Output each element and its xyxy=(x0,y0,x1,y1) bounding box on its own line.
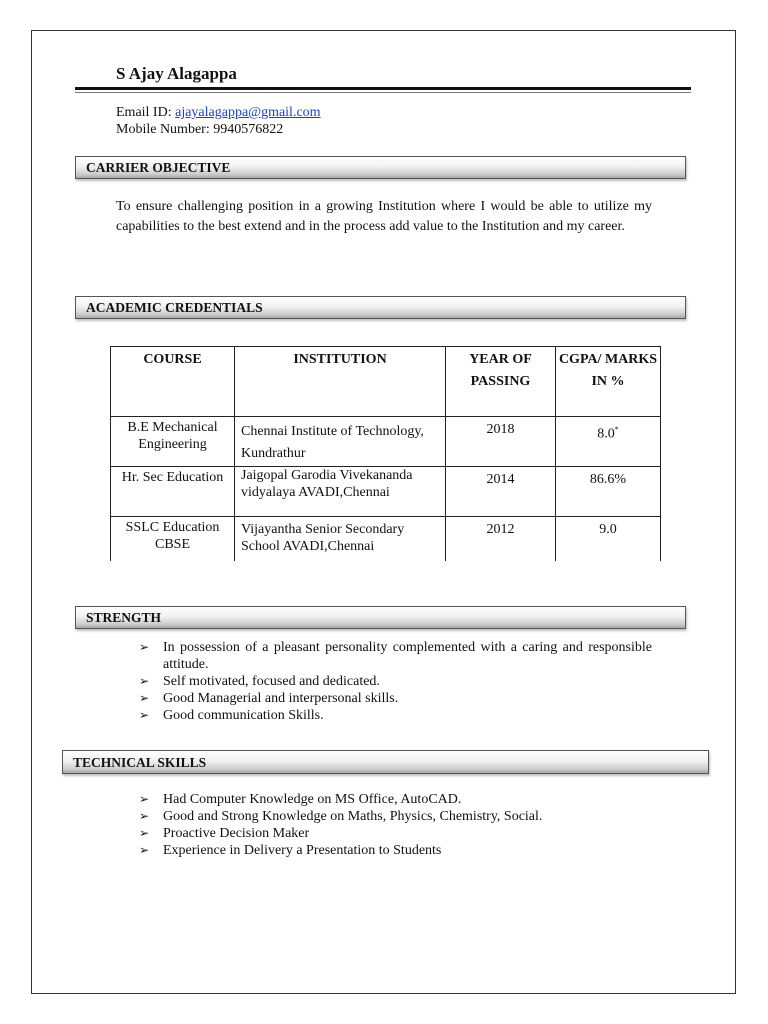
year-cell: 2012 xyxy=(446,517,556,561)
column-header-course: COURSE xyxy=(111,347,235,417)
list-item-text: Good communication Skills. xyxy=(163,708,324,723)
list-item xyxy=(139,707,652,724)
name-divider xyxy=(75,87,691,90)
name-divider-thin xyxy=(75,92,691,93)
score-cell: 86.6% xyxy=(556,467,661,517)
year-cell: 2018 xyxy=(446,417,556,467)
mobile-label: Mobile Number: xyxy=(116,122,210,137)
list-item xyxy=(139,791,652,808)
column-header-score: CGPA/ MARKS IN % xyxy=(556,347,661,417)
list-item-text: Had Computer Knowledge on MS Office, AutoCAD. xyxy=(163,792,462,807)
email-line xyxy=(116,104,321,121)
email-link[interactable]: ajayalagappa@gmail.com xyxy=(175,105,321,120)
year-cell: 2014 xyxy=(446,467,556,517)
strength-heading: STRENGTH xyxy=(75,606,686,629)
list-item xyxy=(139,808,652,825)
arrowhead-right-icon: ➢ xyxy=(139,843,150,857)
arrowhead-right-icon: ➢ xyxy=(139,809,150,823)
score-footnote-mark: * xyxy=(614,425,619,434)
list-item-text: Good and Strong Knowledge on Maths, Physics, Chemistry, Social. xyxy=(163,809,543,824)
email-label: Email ID: xyxy=(116,105,172,120)
column-header-year: YEAR OF PASSING xyxy=(446,347,556,417)
list-item xyxy=(139,842,652,859)
objective-text: To ensure challenging position in a growing Institution where I would be able to utilize my capabilities to the best extend and in the process add value to the Institution and my career. xyxy=(116,199,652,234)
candidate-name: S Ajay Alagappa xyxy=(116,64,237,83)
table-row xyxy=(111,467,661,517)
table-header-row xyxy=(111,347,661,417)
institution-cell: Vijayantha Senior Secondary School AVADI,Chennai xyxy=(235,517,446,561)
table-row xyxy=(111,517,661,561)
score-value: 8.0 xyxy=(597,426,615,442)
list-item xyxy=(139,673,652,690)
list-item xyxy=(139,690,652,707)
list-item xyxy=(139,825,652,842)
list-item-text: In possession of a pleasant personality complemented with a caring and responsible attitude. xyxy=(163,640,652,672)
course-cell: Hr. Sec Education xyxy=(111,467,235,517)
objective-heading: CARRIER OBJECTIVE xyxy=(75,156,686,179)
course-cell: B.E Mechanical Engineering xyxy=(111,417,235,467)
list-item-text: Proactive Decision Maker xyxy=(163,826,310,841)
institution-cell: Jaigopal Garodia Vivekananda vidyalaya AVADI,Chennai xyxy=(235,467,446,517)
list-item-text: Experience in Delivery a Presentation to Students xyxy=(163,843,442,858)
mobile-line xyxy=(116,121,283,138)
arrowhead-right-icon: ➢ xyxy=(139,640,150,654)
technical-skills-list xyxy=(139,791,652,859)
academic-table xyxy=(110,346,661,561)
institution-cell: Chennai Institute of Technology, Kundrathur xyxy=(235,417,446,467)
list-item xyxy=(139,639,652,673)
list-item-text: Self motivated, focused and dedicated. xyxy=(163,674,380,689)
table-row xyxy=(111,417,661,467)
course-cell: SSLC Education CBSE xyxy=(111,517,235,561)
arrowhead-right-icon: ➢ xyxy=(139,826,150,840)
academic-heading: ACADEMIC CREDENTIALS xyxy=(75,296,686,319)
list-item-text: Good Managerial and interpersonal skills. xyxy=(163,691,399,706)
arrowhead-right-icon: ➢ xyxy=(139,792,150,806)
arrowhead-right-icon: ➢ xyxy=(139,691,150,705)
column-header-institution: INSTITUTION xyxy=(235,347,446,417)
strength-list xyxy=(139,639,652,724)
score-cell xyxy=(556,417,661,467)
arrowhead-right-icon: ➢ xyxy=(139,708,150,722)
mobile-number: 9940576822 xyxy=(213,122,284,137)
technical-skills-heading: TECHNICAL SKILLS xyxy=(62,750,709,774)
score-cell: 9.0 xyxy=(556,517,661,561)
arrowhead-right-icon: ➢ xyxy=(139,674,150,688)
